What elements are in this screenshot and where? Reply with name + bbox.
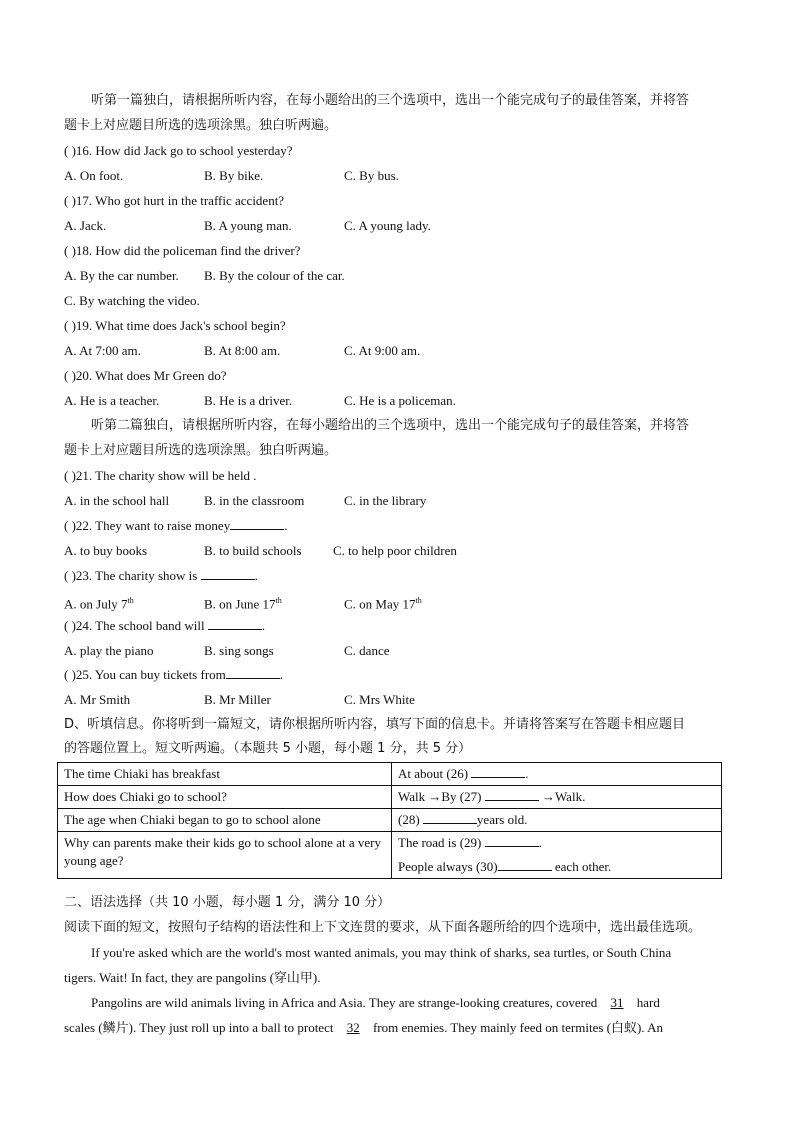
passage-text: Pangolins are wild animals living in Africa and Asia. They are strange-looking creatures, covered bbox=[91, 995, 601, 1010]
section-c-intro-line2: 题卡上对应题目所选的选项涂黑。独白听两遍。 bbox=[64, 118, 338, 133]
table-row bbox=[58, 763, 722, 786]
answer-blank-29[interactable] bbox=[485, 834, 539, 847]
q17-option-c[interactable]: C. A young lady. bbox=[344, 218, 431, 233]
section-c-intro2-line1: 听第二篇独白，请根据所听内容，在每小题给出的三个选项中，选出一个能完成句子的最佳答案，并将答 bbox=[91, 418, 690, 433]
table-cell-answer bbox=[392, 832, 722, 879]
q24-option-b[interactable]: B. sing songs bbox=[204, 643, 274, 658]
question-19: ( )19. What time does Jack's school begin? bbox=[64, 318, 286, 333]
info-card-table bbox=[57, 762, 722, 879]
question-16: ( )16. How did Jack go to school yesterday? bbox=[64, 143, 293, 158]
question-22 bbox=[64, 517, 287, 535]
answer-prefix: (28) bbox=[398, 812, 423, 827]
section-c-intro-line1: 听第一篇独白，请根据所听内容，在每小题给出的三个选项中，选出一个能完成句子的最佳答案，并将答 bbox=[91, 93, 690, 108]
passage-text: from enemies. They mainly feed on termites (白蚁). An bbox=[369, 1020, 663, 1035]
answer-blank-27[interactable] bbox=[485, 788, 539, 801]
q22-option-c[interactable]: C. to help poor children bbox=[333, 543, 457, 558]
q23-option-b[interactable] bbox=[204, 592, 282, 613]
table-cell-answer bbox=[392, 809, 722, 832]
answer-line-30 bbox=[398, 858, 715, 876]
q18-option-c[interactable]: C. By watching the video. bbox=[64, 293, 200, 308]
table-cell-question: The age when Chiaki began to go to school alone bbox=[58, 809, 392, 832]
answer-prefix: People always (30) bbox=[398, 859, 498, 874]
passage-text: hard bbox=[633, 995, 660, 1010]
table-row bbox=[58, 832, 722, 879]
answer-suffix: →Walk. bbox=[538, 789, 586, 804]
question-18: ( )18. How did the policeman find the driver? bbox=[64, 243, 301, 258]
q23-option-a-text: A. on July 7 bbox=[64, 596, 128, 612]
q25-option-b[interactable]: B. Mr Miller bbox=[204, 692, 271, 707]
question-25 bbox=[64, 666, 283, 684]
q19-option-c[interactable]: C. At 9:00 am. bbox=[344, 343, 421, 358]
answer-line-29 bbox=[398, 834, 715, 852]
q19-option-b[interactable]: B. At 8:00 am. bbox=[204, 343, 281, 358]
q19-option-a[interactable]: A. At 7:00 am. bbox=[64, 343, 141, 358]
section-d-intro-line1: D、听填信息。你将听到一篇短文，请你根据所听内容，填写下面的信息卡。并请将答案写在答题卡相应题目 bbox=[64, 717, 686, 732]
answer-blank-26[interactable] bbox=[471, 765, 525, 778]
answer-suffix: each other. bbox=[551, 859, 612, 874]
q23-option-c-text: C. on May 17 bbox=[344, 596, 416, 612]
q20-option-b[interactable]: B. He is a driver. bbox=[204, 393, 293, 408]
table-cell-question: How does Chiaki go to school? bbox=[58, 786, 392, 809]
ordinal-suffix: th bbox=[415, 596, 422, 605]
q22-option-b[interactable]: B. to build schools bbox=[204, 543, 302, 558]
q23-option-b-text: B. on June 17 bbox=[204, 596, 276, 612]
q25-option-c[interactable]: C. Mrs White bbox=[344, 692, 415, 707]
q18-option-b[interactable]: B. By the colour of the car. bbox=[204, 268, 345, 283]
table-cell-question: The time Chiaki has breakfast bbox=[58, 763, 392, 786]
q23-option-a[interactable] bbox=[64, 592, 134, 613]
answer-blank-28[interactable] bbox=[423, 811, 477, 824]
q21-option-b[interactable]: B. in the classroom bbox=[204, 493, 305, 508]
ordinal-suffix: th bbox=[127, 596, 134, 605]
question-17: ( )17. Who got hurt in the traffic accident? bbox=[64, 193, 285, 208]
answer-blank[interactable] bbox=[226, 666, 280, 679]
section-2-intro: 阅读下面的短文，按照句子结构的语法性和上下文连贯的要求，从下面各题所给的四个选项中，选出最佳选项。 bbox=[64, 920, 702, 935]
table-cell-answer bbox=[392, 763, 722, 786]
answer-blank[interactable] bbox=[201, 567, 255, 580]
q20-option-c[interactable]: C. He is a policeman. bbox=[344, 393, 456, 408]
q22-stem: ( )22. They want to raise money bbox=[64, 518, 231, 533]
q17-option-a[interactable]: A. Jack. bbox=[64, 218, 107, 233]
question-21: ( )21. The charity show will be held . bbox=[64, 468, 257, 483]
q20-option-a[interactable]: A. He is a teacher. bbox=[64, 393, 160, 408]
section-2-title: 二、语法选择（共 10 小题，每小题 1 分，满分 10 分） bbox=[64, 895, 391, 910]
ordinal-suffix: th bbox=[275, 596, 282, 605]
answer-suffix: years old. bbox=[476, 812, 528, 827]
passage-p1-line1: If you're asked which are the world's most wanted animals, you may think of sharks, sea turtles, or South China bbox=[91, 945, 672, 960]
passage-p2-line1 bbox=[91, 994, 660, 1012]
blank-31[interactable]: 31 bbox=[610, 995, 624, 1010]
section-d-intro-line2: 的答题位置上。短文听两遍。（本题共 5 小题，每小题 1 分，共 5 分） bbox=[64, 741, 472, 756]
blank-32[interactable]: 32 bbox=[346, 1020, 360, 1035]
answer-prefix: Walk →By (27) bbox=[398, 789, 485, 804]
q24-option-c[interactable]: C. dance bbox=[344, 643, 390, 658]
q24-stem-end: . bbox=[261, 618, 266, 633]
q23-stem-end: . bbox=[254, 568, 258, 583]
q22-stem-end: . bbox=[284, 518, 288, 533]
answer-prefix: The road is (29) bbox=[398, 835, 485, 850]
table-cell-answer bbox=[392, 786, 722, 809]
passage-p2-line2 bbox=[64, 1019, 663, 1037]
passage-text: scales (鳞片). They just roll up into a ball to protect bbox=[64, 1020, 337, 1035]
answer-suffix: . bbox=[525, 766, 529, 781]
q16-option-b[interactable]: B. By bike. bbox=[204, 168, 264, 183]
answer-blank-30[interactable] bbox=[498, 858, 552, 871]
q24-option-a[interactable]: A. play the piano bbox=[64, 643, 154, 658]
q16-option-c[interactable]: C. By bus. bbox=[344, 168, 399, 183]
answer-prefix: At about (26) bbox=[398, 766, 472, 781]
q22-option-a[interactable]: A. to buy books bbox=[64, 543, 148, 558]
question-24 bbox=[64, 617, 265, 635]
table-row bbox=[58, 809, 722, 832]
section-c-intro2-line2: 题卡上对应题目所选的选项涂黑。独白听两遍。 bbox=[64, 443, 338, 458]
q21-option-a[interactable]: A. in the school hall bbox=[64, 493, 170, 508]
question-20: ( )20. What does Mr Green do? bbox=[64, 368, 227, 383]
q23-stem: ( )23. The charity show is bbox=[64, 568, 201, 583]
q23-option-c[interactable] bbox=[344, 592, 422, 613]
q25-stem-end: . bbox=[279, 667, 284, 682]
question-23 bbox=[64, 567, 258, 585]
q21-option-c[interactable]: C. in the library bbox=[344, 493, 427, 508]
q16-option-a[interactable]: A. On foot. bbox=[64, 168, 124, 183]
table-row bbox=[58, 786, 722, 809]
q25-stem: ( )25. You can buy tickets from bbox=[64, 667, 226, 682]
table-cell-question: Why can parents make their kids go to school alone at a very young age? bbox=[58, 832, 392, 879]
answer-blank[interactable] bbox=[230, 517, 284, 530]
q18-option-a[interactable]: A. By the car number. bbox=[64, 268, 179, 283]
answer-suffix: . bbox=[538, 835, 542, 850]
q17-option-b[interactable]: B. A young man. bbox=[204, 218, 292, 233]
q24-stem: ( )24. The school band will bbox=[64, 618, 208, 633]
q25-option-a[interactable]: A. Mr Smith bbox=[64, 692, 131, 707]
answer-blank[interactable] bbox=[208, 617, 262, 630]
passage-p1-line2: tigers. Wait! In fact, they are pangolins (穿山甲). bbox=[64, 970, 321, 985]
